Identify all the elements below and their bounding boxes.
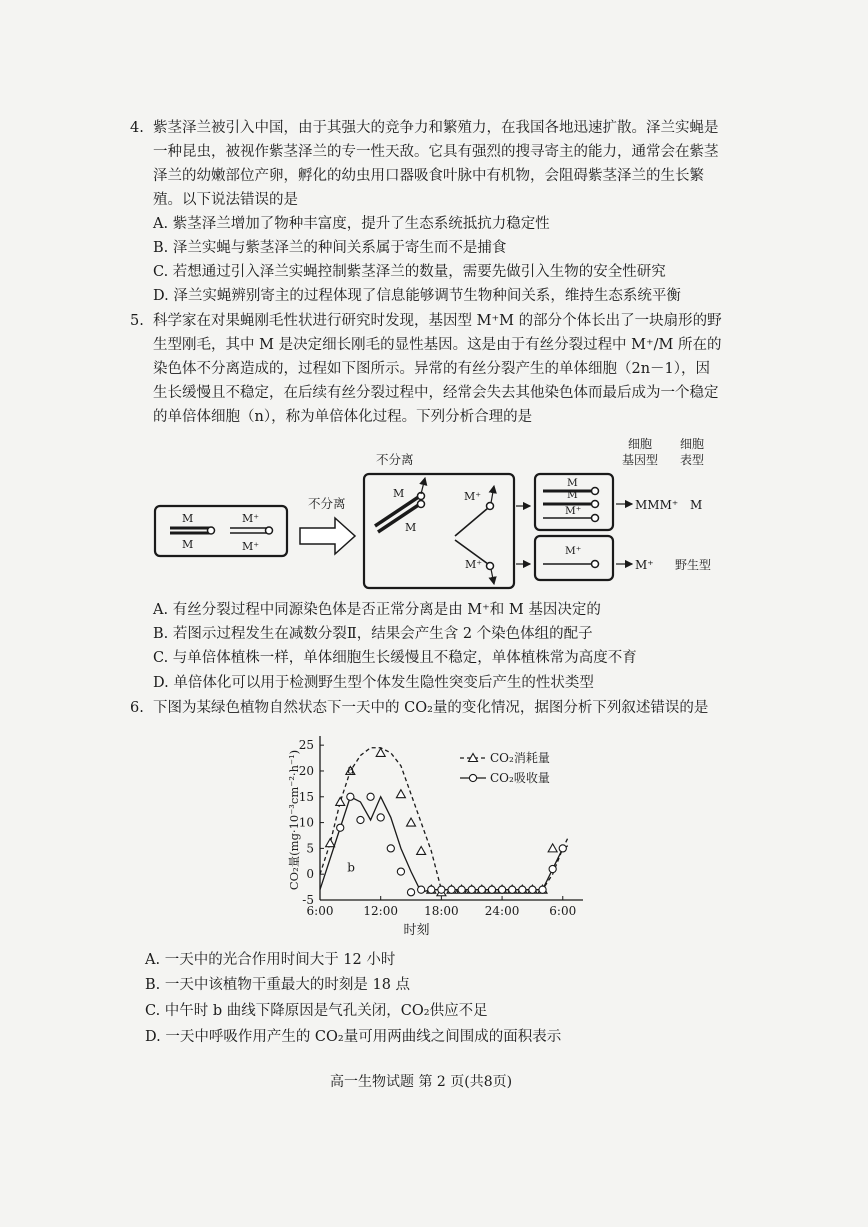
result-top-genotype: MMM⁺ xyxy=(635,498,679,512)
bottom-cell-gene: M⁺ xyxy=(565,545,582,557)
top-cell-gene-2: M xyxy=(567,489,578,501)
triangle-marker xyxy=(396,790,405,798)
mid-gene-mplus-1: M⁺ xyxy=(464,490,482,503)
q4-stem-line-4: 殖。以下说法错误的是 xyxy=(153,192,298,208)
triangle-marker xyxy=(548,844,557,852)
x-tick-label: 6:00 xyxy=(306,904,334,918)
circle-marker xyxy=(377,814,384,821)
q5-stem-line-4: 生长缓慢且不稳定，在后续有丝分裂过程中，经常会失去其他染色体而最后成为一个稳定 xyxy=(153,385,719,401)
q4-option-d: D. 泽兰实蝇辨别寄主的过程体现了信息能够调节生物种间关系，维持生态系统平衡 xyxy=(153,288,681,304)
circle-marker xyxy=(407,889,414,896)
circle-marker xyxy=(519,886,526,893)
q5-option-b: B. 若图示过程发生在减数分裂Ⅱ，结果会产生含 2 个染色体组的配子 xyxy=(153,626,593,642)
x-tick-label: 18:00 xyxy=(424,904,459,918)
result-bottom-genotype: M⁺ xyxy=(635,558,654,572)
q5-number: 5. xyxy=(130,313,144,329)
triangle-marker xyxy=(376,748,385,756)
header-genotype-1: 细胞 xyxy=(628,437,653,451)
triangle-marker xyxy=(417,846,426,854)
result-bottom-phenotype: 野生型 xyxy=(675,558,712,572)
circle-marker xyxy=(498,886,505,893)
circle-marker xyxy=(337,824,344,831)
legend-circle-marker xyxy=(469,774,476,781)
circle-marker xyxy=(418,886,425,893)
process-arrow xyxy=(300,518,355,554)
circle-marker xyxy=(387,845,394,852)
y-tick-label: 0 xyxy=(306,867,314,882)
x-axis-label: 时刻 xyxy=(403,923,430,938)
co2-chart xyxy=(278,728,608,948)
daughter-cell-bottom xyxy=(535,536,613,580)
q4-option-b: B. 泽兰实蝇与紫茎泽兰的种间关系属于寄生而不是捕食 xyxy=(153,240,507,256)
q4-option-a: A. 紫茎泽兰增加了物种丰富度，提升了生态系统抵抗力稳定性 xyxy=(153,216,550,232)
header-genotype-2: 基因型 xyxy=(622,453,659,467)
q6-number: 6. xyxy=(130,700,144,716)
top-cell-gene-3: M⁺ xyxy=(565,505,582,517)
circle-marker xyxy=(448,886,455,893)
arrow-label: 不分离 xyxy=(308,496,346,511)
result-top-phenotype: M xyxy=(690,498,703,512)
y-tick-label: 25 xyxy=(298,738,314,753)
q4-number: 4. xyxy=(130,120,144,136)
centromere xyxy=(208,527,215,534)
y-tick-label: 20 xyxy=(298,763,314,778)
top-cell-gene-1: M xyxy=(567,477,578,489)
q5-option-a: A. 有丝分裂过程中同源染色体是否正常分离是由 M⁺和 M 基因决定的 xyxy=(153,602,601,618)
y-axis-label: CO₂量(mg·10⁻³cm⁻²·h⁻¹) xyxy=(287,749,301,891)
legend-consumption-label: CO₂消耗量 xyxy=(490,751,550,765)
circle-marker xyxy=(549,865,556,872)
q5-stem-line-1: 科学家在对果蝇刚毛性状进行研究时发现，基因型 M⁺M 的部分个体长出了一块扇形的野 xyxy=(153,313,722,329)
circle-marker xyxy=(488,886,495,893)
q4-option-c: C. 若想通过引入泽兰实蝇控制紫茎泽兰的数量，需要先做引入生物的安全性研究 xyxy=(153,264,666,280)
q6-option-d: D. 一天中呼吸作用产生的 CO₂量可用两曲线之间围成的面积表示 xyxy=(145,1029,562,1045)
left-gene-m-top: M xyxy=(182,512,194,525)
q4-stem-line-3: 泽兰的幼嫩部位产卵，孵化的幼虫用口器吸食叶脉中有机物，会阻碍紫茎泽兰的生长繁 xyxy=(153,168,704,184)
left-gene-mplus-bottom: M⁺ xyxy=(242,540,260,553)
q4-stem-line-2: 一种昆虫，被视作紫茎泽兰的专一性天敌。它具有强烈的搜寻寄主的能力，通常会在紫茎 xyxy=(153,144,719,160)
curve-label-a: a xyxy=(347,762,355,777)
circle-marker xyxy=(357,816,364,823)
q6-option-a: A. 一天中的光合作用时间大于 12 小时 xyxy=(145,952,396,968)
circle-marker xyxy=(468,886,475,893)
y-tick-label: -5 xyxy=(302,893,314,907)
q5-stem-line-2: 生型刚毛，其中 M 是决定细长刚毛的显性基因。这是由于有丝分裂过程中 M⁺/M 所在的 xyxy=(153,337,722,353)
circle-marker xyxy=(438,886,445,893)
header-phenotype-1: 细胞 xyxy=(680,437,705,451)
q4-stem-line-1: 紫茎泽兰被引入中国，由于其强大的竞争力和繁殖力，在我国各地迅速扩散。泽兰实蝇是 xyxy=(153,120,719,136)
circle-marker xyxy=(367,793,374,800)
page-footer: 高一生物试题 第 2 页(共8页) xyxy=(330,1074,513,1090)
triangle-marker xyxy=(336,797,345,805)
triangle-marker xyxy=(407,818,416,826)
x-tick-label: 6:00 xyxy=(549,904,577,918)
left-gene-m-bottom: M xyxy=(182,538,194,551)
box-label: 不分离 xyxy=(376,452,414,467)
circle-marker xyxy=(539,886,546,893)
q5-stem-line-3: 染色体不分离造成的，过程如下图所示。异常的有丝分裂产生的单体细胞（2n－1），因 xyxy=(153,361,711,377)
mid-gene-m-2: M xyxy=(405,521,417,534)
circle-marker xyxy=(478,886,485,893)
x-tick-label: 12:00 xyxy=(363,904,398,918)
circle-marker xyxy=(509,886,516,893)
q6-option-c: C. 中午时 b 曲线下降原因是气孔关闭，CO₂供应不足 xyxy=(145,1003,488,1019)
q5-option-d: D. 单倍体化可以用于检测野生型个体发生隐性突变后产生的性状类型 xyxy=(153,675,594,691)
q5-stem-line-5: 的单倍体细胞（n），称为单倍体化过程。下列分析合理的是 xyxy=(153,409,533,425)
q6-option-b: B. 一天中该植物干重最大的时刻是 18 点 xyxy=(145,977,411,993)
curve-label-b: b xyxy=(347,860,355,875)
mid-gene-m-1: M xyxy=(393,487,405,500)
circle-marker xyxy=(428,886,435,893)
circle-marker xyxy=(458,886,465,893)
mid-gene-mplus-2: M⁺ xyxy=(465,558,483,571)
circle-marker xyxy=(397,868,404,875)
q6-stem: 下图为某绿色植物自然状态下一天中的 CO₂量的变化情况，据图分析下列叙述错误的是 xyxy=(153,700,709,716)
y-tick-label: 10 xyxy=(298,815,314,830)
legend-absorption-label: CO₂吸收量 xyxy=(490,771,550,785)
triangle-marker xyxy=(326,839,335,847)
left-gene-mplus-top: M⁺ xyxy=(242,512,260,525)
header-phenotype-2: 表型 xyxy=(680,453,705,467)
series-absorption-line xyxy=(320,797,568,892)
circle-marker xyxy=(347,793,354,800)
q5-option-c: C. 与单倍体植株一样，单体细胞生长缓慢且不稳定，单体植株常为高度不育 xyxy=(153,650,637,666)
nondisjunction-diagram xyxy=(150,436,730,596)
x-tick-label: 24:00 xyxy=(484,904,520,918)
y-tick-label: 5 xyxy=(306,841,314,856)
centromere xyxy=(266,527,273,534)
circle-marker xyxy=(529,886,536,893)
y-tick-label: 15 xyxy=(298,789,314,804)
circle-marker xyxy=(559,845,566,852)
